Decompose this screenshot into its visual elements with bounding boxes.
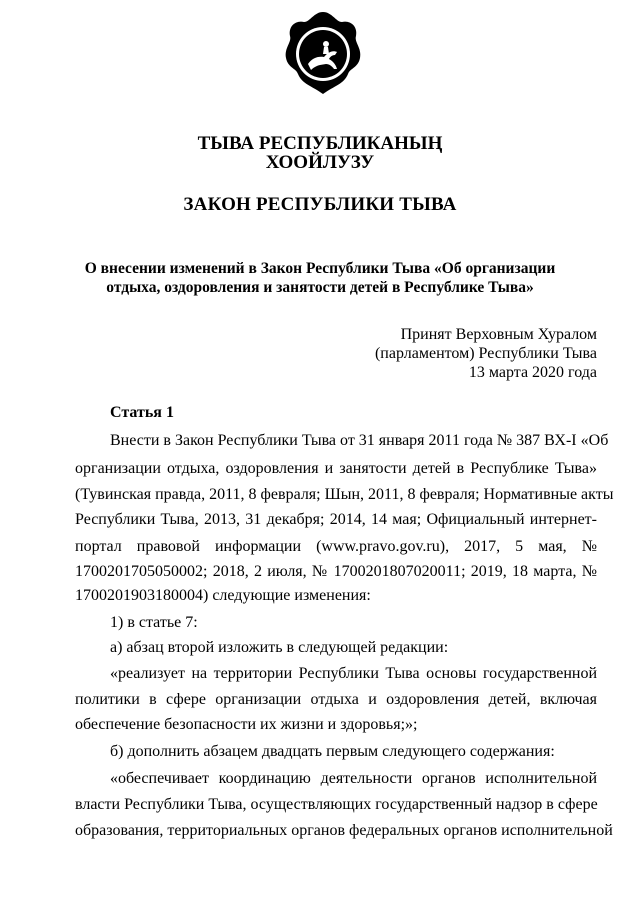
body-line: 1700201903180004) следующие изменения: [75, 587, 371, 604]
adoption-line1: Принят Верховным Хуралом [400, 326, 597, 343]
body-line: портал правовой информации (www.pravo.gov.ru), 2017, 5 мая, № [75, 538, 597, 555]
adoption-date: 13 марта 2020 года [468, 364, 597, 381]
body-line: образования, территориальных органов федеральных органов исполнительной [75, 822, 613, 839]
body-line: Внести в Закон Республики Тыва от 31 января 2011 года № 387 ВХ-I «Об [110, 432, 609, 449]
body-line: 1700201705050002; 2018, 2 июля, № 1700201807020011; 2019, 18 марта, № [75, 563, 597, 580]
adoption-line2: (парламентом) Республики Тыва [374, 345, 597, 362]
document-type-heading: ЗАКОН РЕСПУБЛИКИ ТЫВА [183, 194, 457, 215]
body-line: Республики Тыва, 2013, 31 декабря; 2014, 14 мая; Официальный интернет- [75, 511, 597, 528]
body-line: обеспечение безопасности их жизни и здоровья;»; [75, 716, 418, 733]
republic-emblem-icon [280, 8, 366, 98]
body-line: а) абзац второй изложить в следующей редакции: [110, 639, 449, 656]
body-line: б) дополнить абзацем двадцать первым следующего содержания: [110, 743, 555, 760]
law-subject-line1: О внесении изменений в Закон Республики Тыва «Об организации [84, 260, 556, 277]
body-line: 1) в статье 7: [110, 614, 198, 631]
body-line: организации отдыха, оздоровления и занятости детей в Республике Тыва» [75, 460, 597, 477]
body-line: политики в сфере организации отдыха и оздоровления детей, включая [75, 691, 597, 708]
body-line: (Тувинская правда, 2011, 8 февраля; Шын, 2011, 8 февраля; Нормативные акты [75, 486, 614, 503]
body-line: власти Республики Тыва, осуществляющих государственный надзор в сфере [75, 796, 598, 813]
law-subject-line2: отдыха, оздоровления и занятости детей в Республике Тыва» [106, 279, 534, 296]
article-heading: Статья 1 [110, 404, 174, 421]
body-line: «обеспечивает координацию деятельности органов исполнительной [110, 770, 597, 787]
org-title-line2: ХООЙЛУЗУ [265, 152, 375, 173]
body-line: «реализует на территории Республики Тыва основы государственной [110, 665, 597, 682]
org-title-line1: ТЫВА РЕСПУБЛИКАНЫҢ [197, 133, 443, 154]
